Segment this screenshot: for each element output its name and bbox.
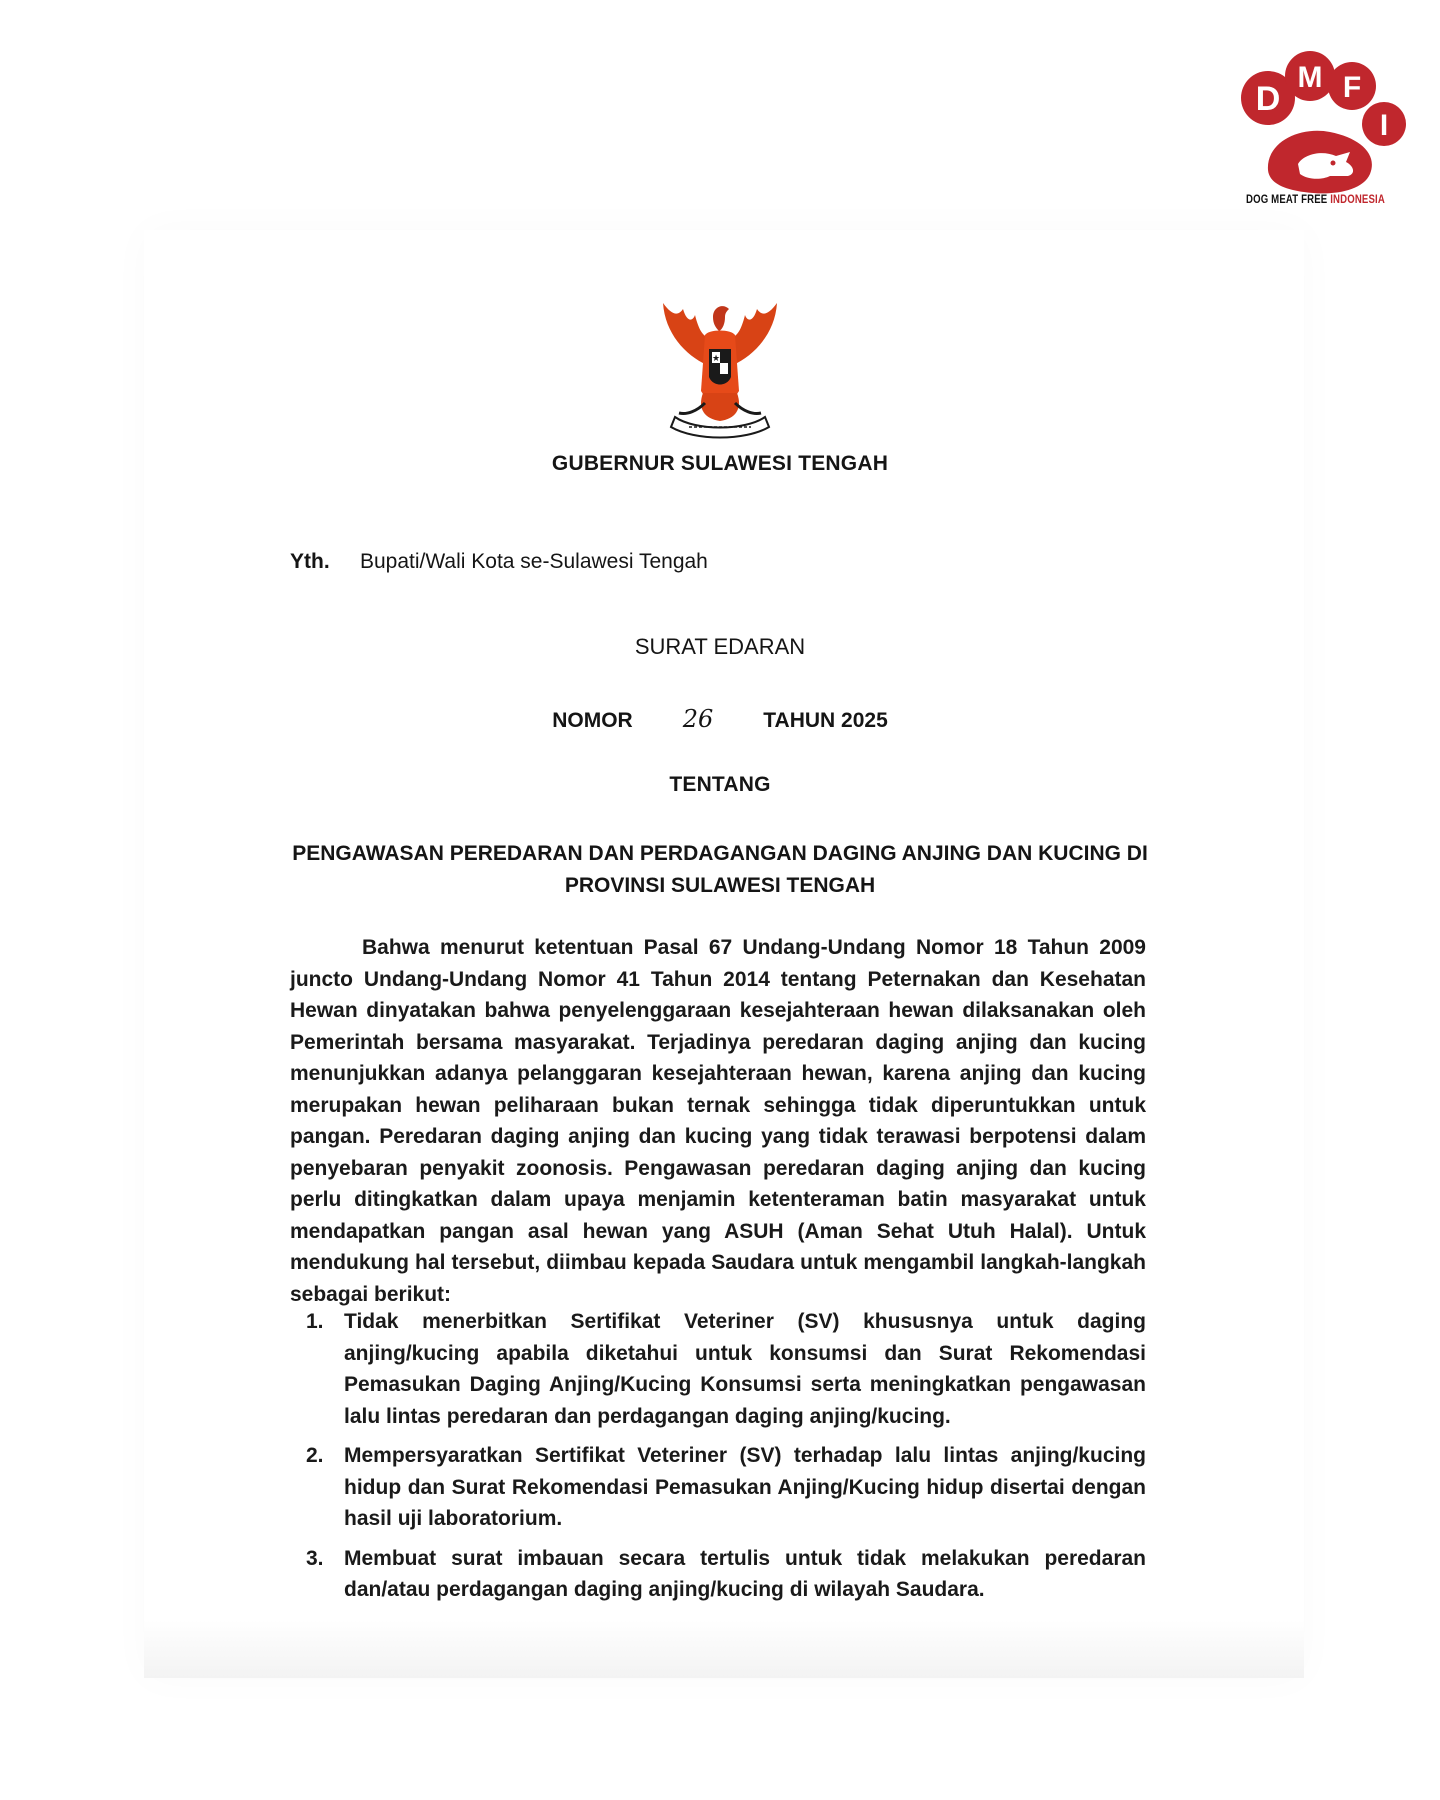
list-item-text: Mempersyaratkan Sertifikat Veteriner (SV) terhadap lalu lintas anjing/kucing hidup dan Surat Rekomendasi Pemasukan Anjing/Kucing hidup disertai dengan hasil uji laboratorium. <box>344 1444 1146 1530</box>
list-item <box>290 1543 1146 1606</box>
paw-logo-icon <box>1238 50 1408 200</box>
tahun-label: TAHUN 2025 <box>763 709 888 732</box>
scan-bottom-edge <box>144 1620 1304 1678</box>
addressee-prefix: Yth. <box>290 550 330 573</box>
logo-tagline-part1: DOG MEAT FREE <box>1246 192 1331 206</box>
addressee-recipient: Bupati/Wali Kota se-Sulawesi Tengah <box>360 550 708 573</box>
logo-letter-i: I <box>1379 109 1389 142</box>
list-item <box>290 1440 1146 1535</box>
tentang-label: TENTANG <box>669 773 771 796</box>
nomor-value: 26 <box>682 705 714 733</box>
list-item-text: Tidak menerbitkan Sertifikat Veteriner (SV) khususnya untuk daging anjing/kucing apabila diketahui untuk konsumsi dan Surat Rekomendasi Pemasukan Daging Anjing/Kucing Konsumsi serta meningkatkan pengawasan lalu lintas peredaran dan perdagangan daging anjing/kucing. <box>344 1310 1146 1428</box>
body-paragraph: Bahwa menurut ketentuan Pasal 67 Undang-Undang Nomor 18 Tahun 2009 juncto Undang-Undang Nomor 41 Tahun 2014 tentang Peternakan dan Kesehatan Hewan dinyatakan bahwa penyelenggaraan kesejahteraan hewan dilaksanakan oleh Pemerintah bersama masyarakat. Terjadinya peredaran daging anjing dan kucing menunjukkan adanya pelanggaran kesejahteraan hewan, karena anjing dan kucing merupakan hewan peliharaan bukan ternak sehingga tidak diperuntukkan untuk pangan. Peredaran daging anjing dan kucing yang tidak terawasi berpotensi dalam penyebaran penyakit zoonosis. Pengawasan peredaran daging anjing dan kucing perlu ditingkatkan dalam upaya menjamin ketenteraman batin masyarakat untuk mendapatkan pangan asal hewan yang ASUH (Aman Sehat Utuh Halal). Untuk mendukung hal tersebut, diimbau kepada Saudara untuk mengambil langkah-langkah sebagai berikut: <box>290 936 1146 1306</box>
logo-letter-f: F <box>1342 71 1362 104</box>
list-item-number: 1. <box>306 1310 324 1333</box>
letter-number-row <box>0 705 1440 733</box>
logo-tagline <box>1246 192 1385 206</box>
logo-letter-m: M <box>1297 61 1323 94</box>
logo-tagline-part2: INDONESIA <box>1330 192 1385 206</box>
letter-type: SURAT EDARAN <box>634 634 806 659</box>
list-item-text: Membuat surat imbauan secara tertulis untuk tidak melakukan peredaran dan/atau perdagangan daging anjing/kucing di wilayah Saudara. <box>344 1546 1146 1601</box>
garuda-emblem-icon <box>645 295 795 445</box>
logo-letter-d: D <box>1255 80 1281 118</box>
list-item-number: 3. <box>306 1546 324 1570</box>
addressee-line <box>290 550 708 574</box>
svg-text:★: ★ <box>711 354 721 364</box>
list-item <box>290 1306 1146 1432</box>
issuer-heading: GUBERNUR SULAWESI TENGAH <box>551 452 889 475</box>
nomor-label: NOMOR <box>552 709 633 732</box>
instruction-list <box>290 1306 1146 1614</box>
letter-title: PENGAWASAN PEREDARAN DAN PERDAGANGAN DAGING ANJING DAN KUCING DI PROVINSI SULAWESI TENGAH <box>292 842 1148 897</box>
list-item-number: 2. <box>306 1444 324 1467</box>
